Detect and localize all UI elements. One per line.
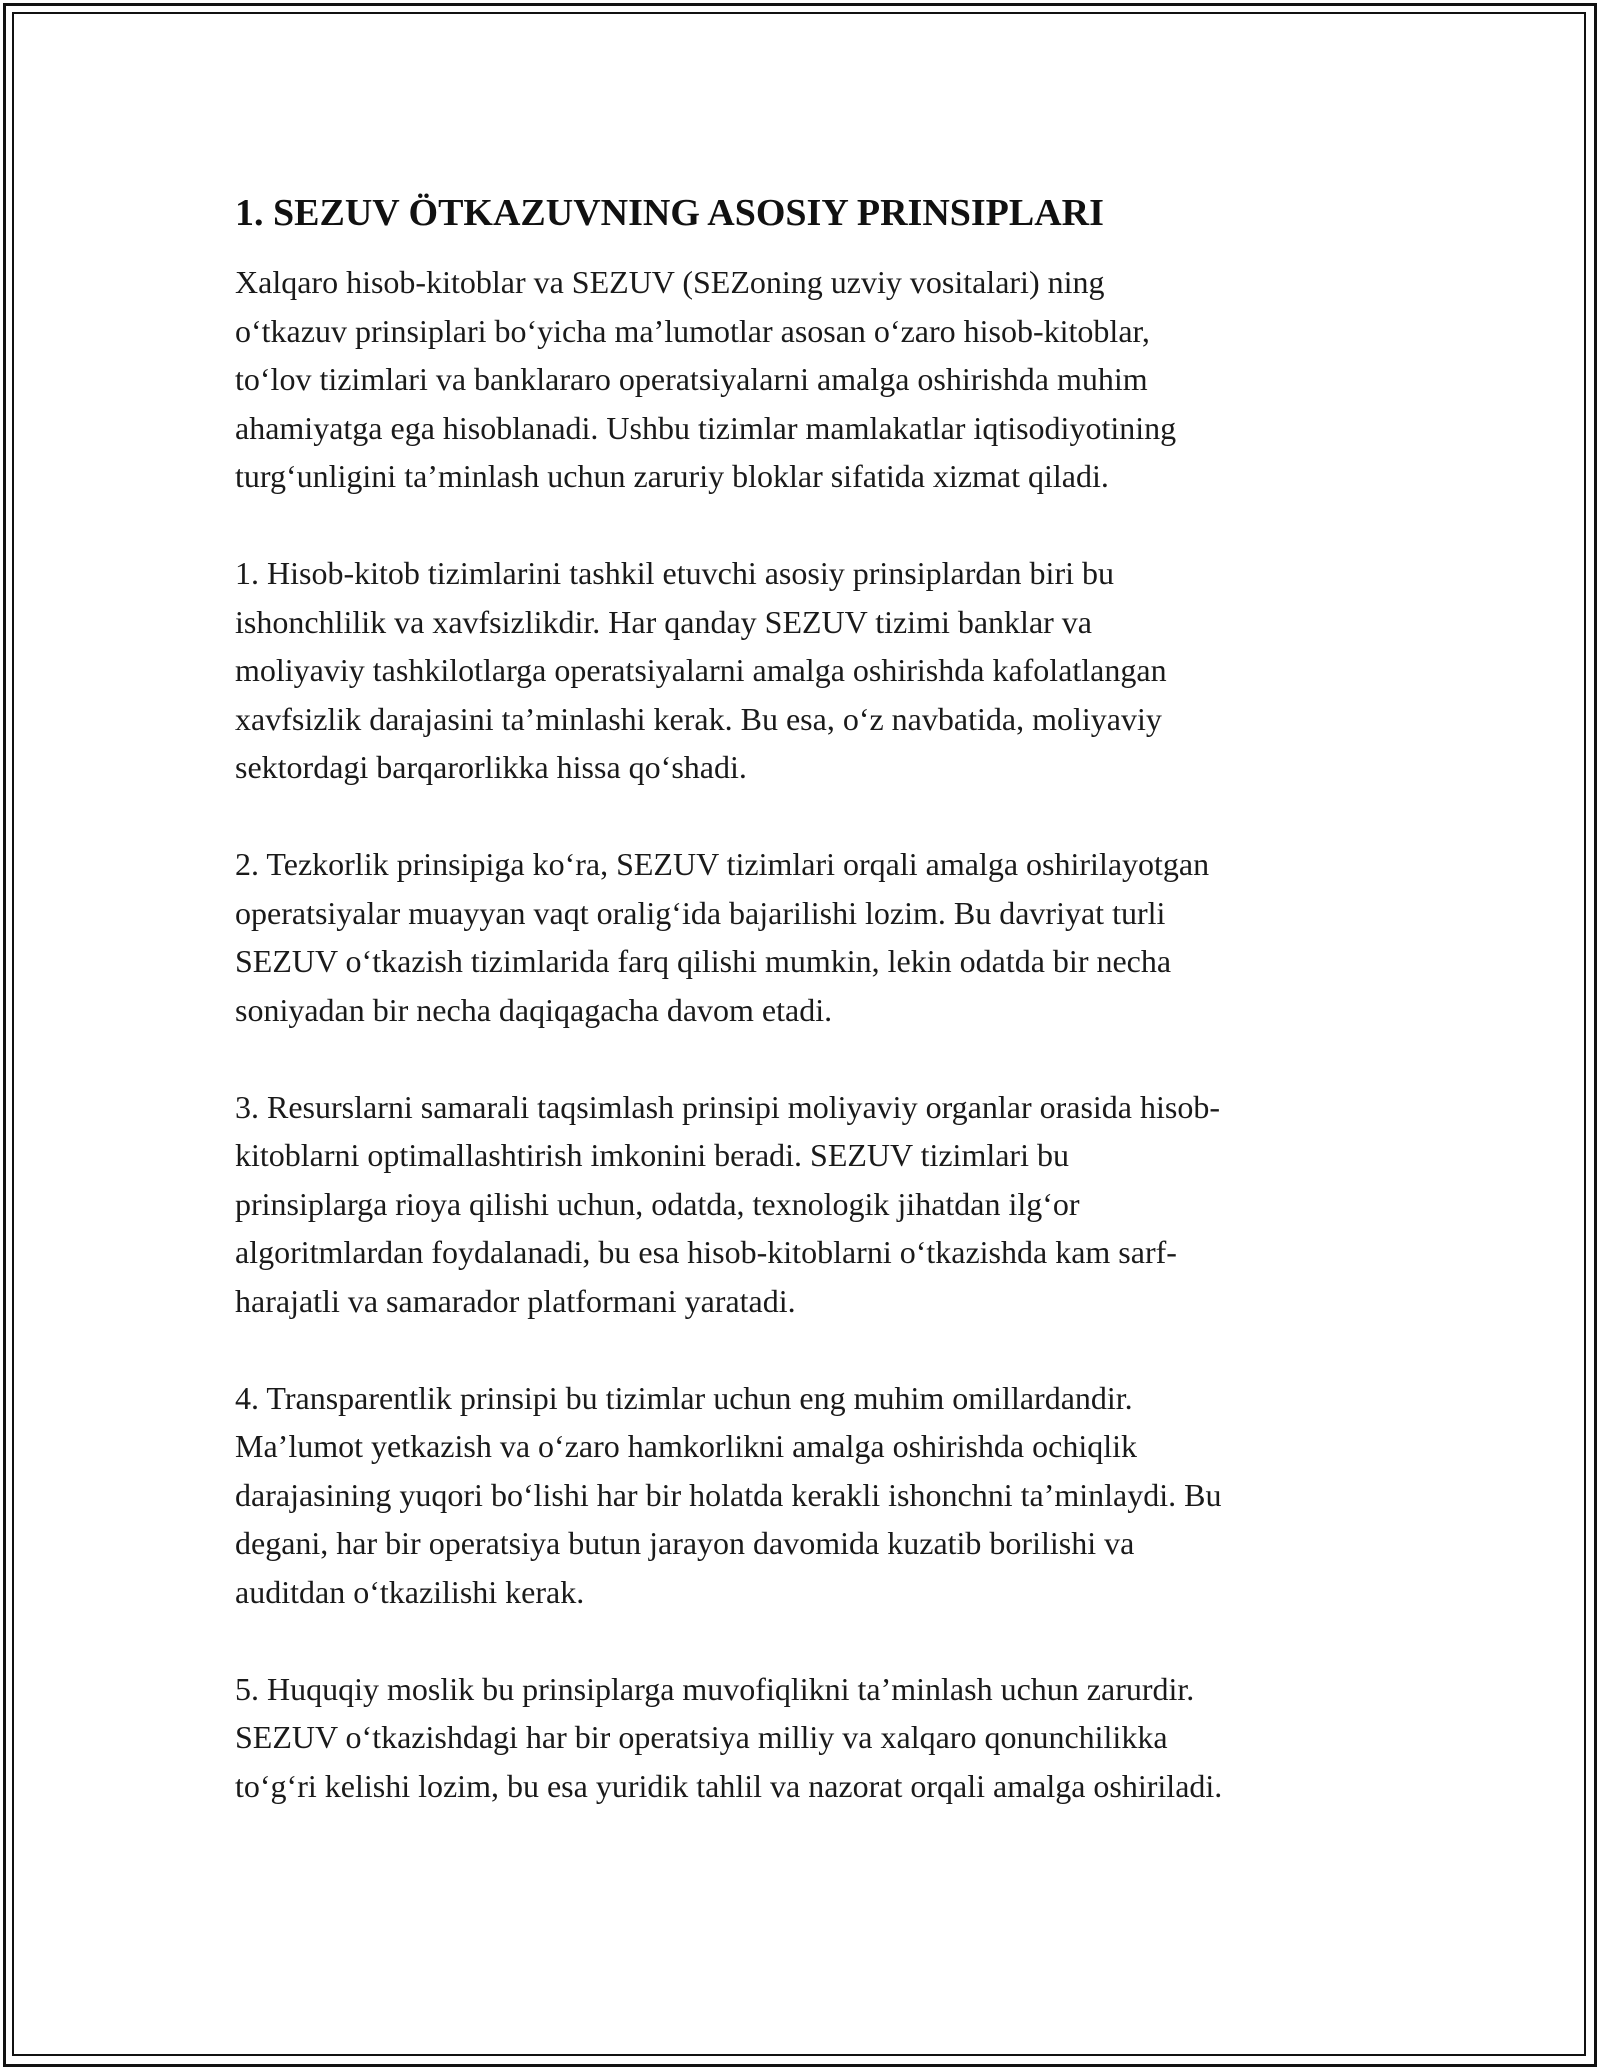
paragraph-line: harajatli va samarador platformani yaratadi.: [235, 1282, 796, 1319]
document-title: 1. SEZUV ÖTKAZUVNING ASOSIY PRINSIPLARI: [235, 192, 1104, 234]
paragraph-line: algoritmlardan foydalanadi, bu esa hisob-kitoblarni o‘tkazishda kam sarf-: [235, 1234, 1177, 1270]
paragraph-line: SEZUV o‘tkazish tizimlarida farq qilishi mumkin, lekin odatda bir necha: [235, 943, 1172, 979]
paragraph-line: 4. Transparentlik prinsipi bu tizimlar uchun eng muhim omillardandir.: [235, 1379, 1133, 1416]
paragraph-line: prinsiplarga rioya qilishi uchun, odatda, texnologik jihatdan ilg‘or: [235, 1185, 1080, 1222]
paragraph-line: ahamiyatga ega hisoblanadi. Ushbu tizimlar mamlakatlar iqtisodiyotining: [235, 409, 1177, 446]
paragraph-line: to‘lov tizimlari va banklararo operatsiyalarni amalga oshirishda muhim: [235, 361, 1148, 397]
principle-2-paragraph: [235, 840, 1375, 1034]
paragraph-line: turg‘unligini ta’minlash uchun zaruriy bloklar sifatida xizmat qiladi.: [235, 458, 1109, 494]
paragraph-line: o‘tkazuv prinsiplari bo‘yicha ma’lumotlar asosan o‘zaro hisob-kitoblar,: [235, 312, 1150, 349]
principle-5-paragraph: [235, 1665, 1375, 1811]
paragraph-line: Xalqaro hisob-kitoblar va SEZUV (SEZoning uzviy vositalari) ning: [235, 264, 1105, 300]
paragraph-line: operatsiyalar muayyan vaqt oralig‘ida bajarilishi lozim. Bu davriyat turli: [235, 894, 1166, 931]
paragraph-line: kitoblarni optimallashtirish imkonini beradi. SEZUV tizimlari bu: [235, 1137, 1069, 1173]
paragraph-line: 5. Huquqiy moslik bu prinsiplarga muvofiqlikni ta’minlash uchun zarurdir.: [235, 1670, 1195, 1707]
paragraph-line: ishonchlilik va xavfsizlikdir. Har qanday SEZUV tizimi banklar va: [235, 603, 1092, 640]
principle-4-paragraph: [235, 1374, 1375, 1617]
paragraph-line: auditdan o‘tkazilishi kerak.: [235, 1573, 585, 1610]
principle-1-paragraph: [235, 549, 1375, 792]
paragraph-line: darajasining yuqori bo‘lishi har bir holatda kerakli ishonchni ta’minlaydi. Bu: [235, 1476, 1222, 1513]
paragraph-line: 2. Tezkorlik prinsipiga ko‘ra, SEZUV tizimlari orqali amalga oshirilayotgan: [235, 846, 1210, 882]
paragraph-line: soniyadan bir necha daqiqagacha davom etadi.: [235, 991, 833, 1028]
paragraph-line: Ma’lumot yetkazish va o‘zaro hamkorlikni amalga oshirishda ochiqlik: [235, 1428, 1137, 1464]
paragraph-line: xavfsizlik darajasini ta’minlashi kerak. Bu esa, o‘z navbatida, moliyaviy: [235, 700, 1162, 737]
paragraph-line: degani, har bir operatsiya butun jarayon davomida kuzatib borilishi va: [235, 1525, 1135, 1561]
intro-paragraph: [235, 258, 1375, 501]
document-body: [235, 186, 1375, 1810]
paragraph-line: sektordagi barqarorlikka hissa qo‘shadi.: [235, 749, 747, 785]
paragraph-line: moliyaviy tashkilotlarga operatsiyalarni amalga oshirishda kafolatlangan: [235, 652, 1167, 688]
paragraph-line: to‘g‘ri kelishi lozim, bu esa yuridik tahlil va nazorat orqali amalga oshiriladi.: [235, 1767, 1223, 1804]
principle-3-paragraph: [235, 1083, 1375, 1326]
paragraph-line: 1. Hisob-kitob tizimlarini tashkil etuvchi asosiy prinsiplardan biri bu: [235, 555, 1114, 591]
paragraph-line: 3. Resurslarni samarali taqsimlash prinsipi moliyaviy organlar orasida hisob-: [235, 1088, 1220, 1125]
paragraph-line: SEZUV o‘tkazishdagi har bir operatsiya milliy va xalqaro qonunchilikka: [235, 1719, 1168, 1755]
